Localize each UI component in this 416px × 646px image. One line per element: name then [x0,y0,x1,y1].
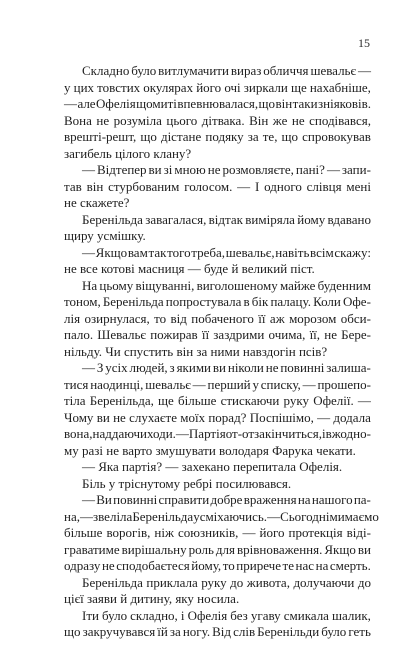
word: навіть [275,244,310,260]
word: маємо [344,508,379,524]
text-line [64,492,371,509]
word: Якщо [95,244,128,260]
word: виголошеному [196,277,278,293]
word: па- [353,492,371,507]
word: Якщо [324,541,356,557]
word: повинні [280,360,325,375]
word: заздрими [213,327,265,342]
word: таки [292,96,318,111]
word: шевальє, [225,244,275,260]
word: для [215,541,236,557]
word: вираз [230,63,262,78]
word: у [64,79,71,95]
word: — [82,162,95,177]
word: Сьогодні [280,508,330,524]
word: зніяковів. [317,96,371,111]
word: добре [210,492,243,507]
word: тіла [64,393,86,408]
word: усміхаючись. [193,508,268,524]
word: сподобаєтеся [116,558,190,573]
word: очі [224,79,241,95]
word: в [243,294,250,309]
word: ми [329,508,345,524]
word: окулярах [143,79,194,95]
word: — [79,508,93,524]
word: йому, [191,558,222,573]
word: було [321,624,347,639]
word: — [82,492,95,507]
word: — [82,244,95,260]
word: вам [127,244,148,260]
word: Партія [188,426,226,441]
word: роль [188,541,214,557]
word: і [321,426,326,441]
text-line [64,575,371,592]
word: ви [148,162,162,177]
word: вона, [64,426,93,441]
word: не [291,112,305,128]
word: спровокував [302,129,371,144]
word: ще [158,393,174,408]
word: людей, [129,360,168,375]
word: Офелія [187,607,228,623]
word: було [131,63,157,78]
word: стискаючи [220,393,280,408]
word: не [113,409,126,425]
word: наодинці, [90,376,144,392]
word: шалик, [332,607,371,623]
word: протекція [288,525,343,540]
word: слів [233,624,256,639]
word: смикала [283,607,329,623]
word: ви [357,541,371,557]
word: геть [348,624,371,639]
word: На [82,277,98,293]
word: але [77,96,96,111]
word: — [357,63,371,78]
word: шевальє [145,376,191,392]
word: дістане [160,129,202,144]
word: Поспішімо, [249,409,314,425]
word: лія [64,310,81,326]
word: аж [269,310,285,326]
word: справити [158,492,210,507]
word: попростувала [165,294,242,309]
word: Беренільда [132,508,194,524]
text-line [64,624,371,641]
text-block [64,63,379,641]
word: з [169,360,175,375]
word: тоном, [64,294,101,309]
text-line: не все котові масниця — буде й великий піст. [64,261,315,276]
word: до [357,574,371,590]
word: тав [64,178,82,194]
word: щомиті [136,96,177,111]
word: врешті-решт, [64,129,137,144]
word: без [230,607,248,623]
text-line [64,393,371,410]
word: живота, [246,574,290,590]
text-line [64,96,371,113]
text-line: не скажете? [64,195,130,210]
word: його [259,525,285,540]
word: вирішальну [121,541,187,557]
word: ніколи [227,360,264,375]
word: нас [295,558,315,573]
word: морозом [289,310,337,326]
text-line [64,327,371,344]
word: буденним [317,277,371,293]
word: того [167,244,191,260]
text-line [64,162,371,179]
word: треба, [191,244,226,260]
word: Відтепер [96,162,147,177]
text-line [64,278,371,295]
word: цього [166,112,198,128]
word: Складно [82,63,130,78]
word: що [140,129,157,144]
word: що [281,129,299,144]
word: їй [157,624,168,639]
word: то [222,558,235,573]
word: складно, [130,607,178,623]
word: скажу: [334,244,371,260]
word: слівця [306,178,342,194]
word: же [272,112,288,128]
text-line [64,525,371,542]
word: граватиме [64,541,120,557]
word: її [258,310,266,326]
word: закручувався [82,624,156,639]
word: наддаючи [92,426,147,441]
word: Від [212,624,232,639]
word: дітвака. [201,112,245,128]
word: Беренільда, [89,393,154,408]
word: додала [333,409,371,425]
word: Офе- [342,294,371,309]
word: Іти [82,607,99,623]
word: Шевальє [97,327,147,342]
word: що [64,624,81,639]
word: він [275,96,293,111]
word: і [180,607,185,623]
word: врівноваження. [237,541,323,557]
word: ви [212,360,226,375]
word: Ви [96,492,112,507]
word: не [101,558,115,573]
word: стурбованим [108,178,180,194]
word: очима, [268,327,306,342]
text-line [64,542,371,559]
text-line: — Яка партія? — захекано перепитала Офелія. [82,459,343,474]
word: обси- [340,310,371,326]
word: цих [73,79,95,95]
word: обличчя [263,63,309,78]
word: за [247,129,259,144]
word: ворогів, [106,525,151,540]
word: мені [346,178,371,194]
word: Він [249,112,269,128]
page-number: 15 [358,36,370,50]
word: від [170,310,187,326]
word: Чому [64,409,94,425]
word: союзників, [178,525,239,540]
word: І [254,178,260,194]
word: голосом. [184,178,233,194]
word: звеліла [92,508,133,524]
word: списку, [260,376,301,392]
text-line [64,410,371,427]
word: залиша- [326,360,371,375]
text-line [64,294,371,311]
word: одного [264,178,302,194]
word: що [258,96,276,111]
word: так [148,244,167,260]
word: впевнювалася, [177,96,259,111]
word: одразу [64,558,101,573]
word: — [192,376,206,392]
word: Беренільда [82,211,143,227]
word: розуміла [113,112,162,128]
word: подяку [205,129,244,144]
word: те, [262,129,278,144]
word: шевальє [310,63,357,78]
word: Коли [313,294,341,309]
word: — [237,178,251,194]
word: ще [290,79,307,95]
word: приклала [146,574,198,590]
word: враження [243,492,297,507]
word: за [169,624,181,639]
word: — [175,426,189,441]
text-line [64,80,371,97]
word: руку [283,393,310,408]
word: смерть. [329,558,371,573]
word: всім [310,244,334,260]
word: цьому [99,277,134,293]
text-line [64,212,371,229]
word: зиркали [243,79,288,95]
word: сподівався, [309,112,371,128]
text-line [64,608,371,625]
word: віді- [346,525,371,540]
word: у [252,376,259,392]
word: — [326,162,340,177]
word: на, [64,508,80,524]
word: перший [207,376,251,392]
word: жодно- [331,426,371,441]
text-line [64,311,371,328]
text-line: щиру усмішку. [64,228,146,243]
text-line: му разі не варто змушувати володаря Фарука чекати. [64,442,356,458]
word: якими [176,360,211,375]
word: до [230,574,244,590]
word: — [357,393,371,408]
text-line: загибель цілого клану? [64,145,192,161]
text-line [64,426,371,443]
text-line: цієї заяви й дитину, яку носила. [64,591,240,606]
word: мною [174,162,206,177]
word: пало. [64,327,94,342]
text-line [64,129,371,146]
word: не [324,327,337,342]
word: прирече [236,558,281,573]
word: в [325,426,332,441]
word: нахабніше, [309,79,371,95]
word: тися [64,376,89,392]
text-line: Біль у тріснутому ребрі посилювався. [82,475,292,491]
word: побаченого [191,310,254,326]
word: товстих [97,79,141,95]
word: більше [64,525,103,540]
word: ногу. [182,624,211,639]
word: майже [279,277,316,293]
word: нашого [311,492,353,507]
word: — [82,360,95,375]
word: розмовляєте, [222,162,294,177]
word: долучаючи [293,574,355,590]
text-line [64,558,371,575]
word: то [154,310,167,326]
word: на [315,558,329,573]
word: більше [177,393,217,408]
word: озирнулася, [84,310,150,326]
text-line [64,377,371,394]
word: на [297,492,311,507]
text-line [64,360,371,377]
word: ви [96,409,110,425]
word: — [317,409,331,425]
word: Беренільда [82,574,143,590]
word: не [96,112,110,128]
word: Офелії. [313,393,354,408]
word: ніж [154,525,174,540]
word: Беренільди [257,624,320,639]
word: моїх [180,409,206,425]
word: зі [163,162,173,177]
word: — [267,508,281,524]
word: було [102,607,128,623]
word: він [86,178,104,194]
word: Офелія [96,96,136,111]
word: порад? [208,409,247,425]
word: закінчиться, [254,426,322,441]
word: вдавано [327,211,371,227]
word: угаву [250,607,281,623]
word: — [302,376,316,392]
word: Беренільда [102,294,164,309]
word: те [282,558,294,573]
word: — [242,525,256,540]
text-line [64,113,371,130]
word: усіх [105,360,128,375]
word: витлумачити [158,63,229,78]
word: повинні [113,492,158,507]
text-line [64,245,371,262]
word: прошепо- [317,376,371,392]
word: йому [297,211,326,227]
word: її, [309,327,321,342]
word: палацу. [270,294,311,309]
word: завагалася, [145,211,207,227]
word: його [196,79,222,95]
word: віщуванні, [135,277,195,293]
word: не [207,162,221,177]
word: Вона [64,112,92,128]
word: — [64,96,77,111]
word: слухаєте [129,409,177,425]
word: не [265,360,279,375]
word: виміряла [245,211,295,227]
word: ходи. [146,426,176,441]
text-line [64,508,379,526]
text-line [64,179,371,196]
word: запи- [341,162,371,177]
word: бік [251,294,269,309]
text-line: нільду. Чи спустить він за ними навздогін псів? [64,343,328,359]
word: пожирав [150,327,198,342]
text-line [64,63,371,80]
word: З [96,360,104,375]
word: от-от [225,426,255,441]
word: відтак [208,211,243,227]
word: її [201,327,210,342]
word: пані? [295,162,325,177]
word: Бере- [341,327,371,342]
word: руку [201,574,227,590]
